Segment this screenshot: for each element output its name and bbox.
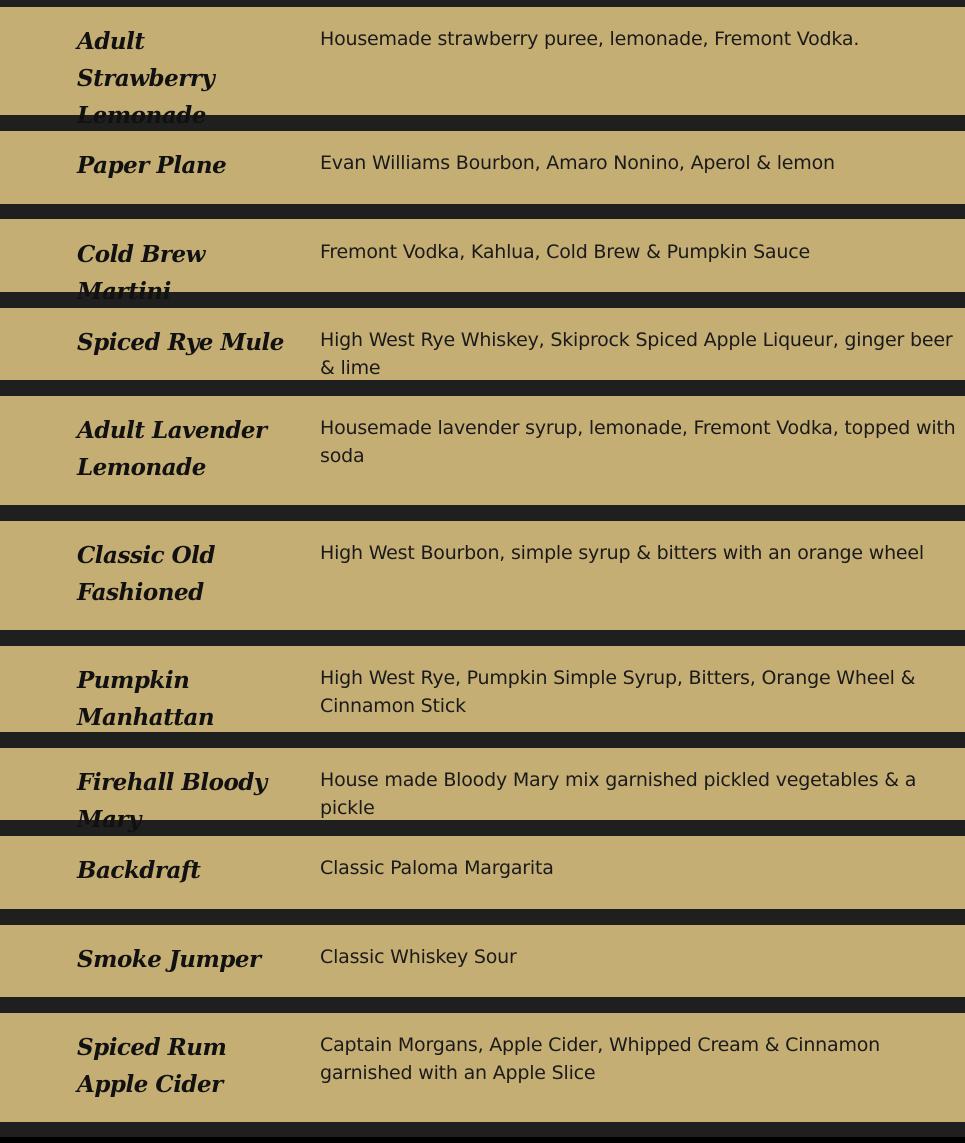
drink-description: Captain Morgans, Apple Cider, Whipped Cream & Cinnamon garnished with an Apple Slice: [320, 1034, 881, 1084]
drink-name: Backdraft: [77, 857, 201, 884]
drink-name: Adult Strawberry Lemonade: [77, 28, 215, 129]
drink-name: Pumpkin Manhattan: [77, 667, 215, 731]
drink-name: Adult Lavender Lemonade: [77, 417, 267, 481]
menu-item: [0, 925, 965, 997]
drink-name: Classic Old Fashioned: [77, 542, 215, 606]
drink-description: Classic Paloma Margarita: [320, 857, 554, 879]
drink-name: Spiced Rye Mule: [77, 329, 284, 356]
menu-item: [0, 396, 965, 505]
menu-item: [0, 219, 965, 305]
menu-item: [0, 836, 965, 909]
menu-item: [0, 7, 965, 129]
drink-description: Evan Williams Bourbon, Amaro Nonino, Aperol & lemon: [320, 152, 835, 174]
drink-description: High West Bourbon, simple syrup & bitters with an orange wheel: [320, 542, 924, 564]
drink-description: House made Bloody Mary mix garnished pickled vegetables & a pickle: [320, 769, 917, 819]
drink-description: Housemade lavender syrup, lemonade, Fremont Vodka, topped with soda: [320, 417, 956, 467]
drink-name: Smoke Jumper: [77, 946, 261, 973]
drink-name: Spiced Rum Apple Cider: [77, 1034, 227, 1098]
drink-name: Firehall Bloody Mary: [77, 769, 267, 833]
drink-description: Fremont Vodka, Kahlua, Cold Brew & Pumpkin Sauce: [320, 241, 810, 263]
drink-description: High West Rye Whiskey, Skiprock Spiced Apple Liqueur, ginger beer & lime: [320, 329, 953, 379]
menu-item: [0, 308, 965, 380]
menu-item: [0, 1013, 965, 1122]
drink-description: Classic Whiskey Sour: [320, 946, 517, 968]
menu-item: [0, 521, 965, 630]
drink-name: Paper Plane: [77, 152, 227, 179]
page-bottom-edge: [0, 1137, 965, 1143]
drink-name: Cold Brew Martini: [77, 241, 205, 305]
menu-item: [0, 748, 965, 833]
drink-description: Housemade strawberry puree, lemonade, Fremont Vodka.: [320, 28, 860, 50]
menu-item: [0, 646, 965, 732]
menu-item: [0, 131, 965, 204]
drink-description: High West Rye, Pumpkin Simple Syrup, Bitters, Orange Wheel & Cinnamon Stick: [320, 667, 916, 717]
